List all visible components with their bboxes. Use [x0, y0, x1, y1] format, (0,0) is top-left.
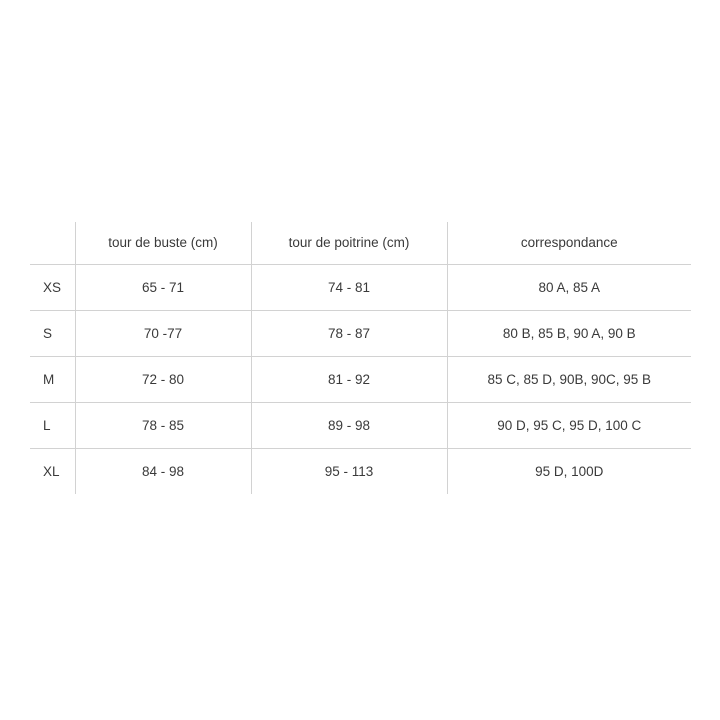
- table-row: [30, 402, 691, 448]
- size-cell: M: [30, 356, 75, 402]
- header-tour-de-buste: tour de buste (cm): [75, 222, 251, 264]
- buste-cell: 65 - 71: [75, 264, 251, 310]
- table-row: [30, 310, 691, 356]
- header-row: [30, 222, 691, 264]
- table-row: [30, 356, 691, 402]
- table-row: [30, 448, 691, 494]
- table-header: [30, 222, 691, 264]
- buste-cell: 72 - 80: [75, 356, 251, 402]
- correspondance-cell: 80 A, 85 A: [447, 264, 691, 310]
- buste-cell: 84 - 98: [75, 448, 251, 494]
- header-tour-de-poitrine: tour de poitrine (cm): [251, 222, 447, 264]
- header-size: [30, 222, 75, 264]
- correspondance-cell: 85 C, 85 D, 90B, 90C, 95 B: [447, 356, 691, 402]
- size-cell: XS: [30, 264, 75, 310]
- correspondance-cell: 95 D, 100D: [447, 448, 691, 494]
- header-correspondance: correspondance: [447, 222, 691, 264]
- buste-cell: 70 -77: [75, 310, 251, 356]
- poitrine-cell: 95 - 113: [251, 448, 447, 494]
- size-cell: XL: [43, 463, 60, 479]
- size-cell: S: [30, 310, 75, 356]
- table-body: [30, 264, 691, 494]
- table-row: [30, 264, 691, 310]
- poitrine-cell: 78 - 87: [251, 310, 447, 356]
- correspondance-cell: 90 D, 95 C, 95 D, 100 C: [447, 402, 691, 448]
- buste-cell: 78 - 85: [75, 402, 251, 448]
- size-chart-table: [30, 222, 691, 494]
- size-cell: L: [30, 402, 75, 448]
- poitrine-cell: 89 - 98: [251, 402, 447, 448]
- poitrine-cell: 81 - 92: [251, 356, 447, 402]
- correspondance-cell: 80 B, 85 B, 90 A, 90 B: [447, 310, 691, 356]
- poitrine-cell: 74 - 81: [251, 264, 447, 310]
